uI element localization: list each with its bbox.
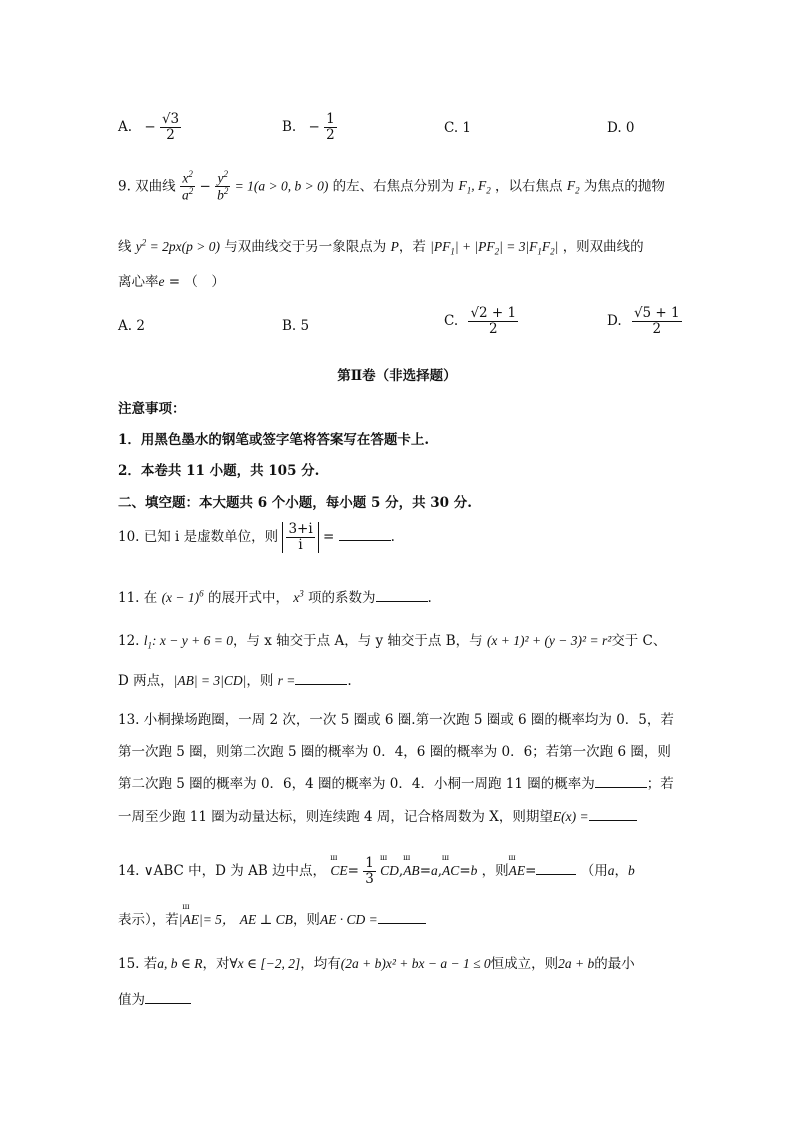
q9-option-d: D. $\frac{√5 + 1}{2}$ (607, 305, 680, 337)
q14-line-2: 表示），若|ш AE|= 5， AE ⊥ CB，则AE · CD = (118, 908, 426, 928)
q9-line-3: 离心率e = （ ） (118, 274, 225, 290)
q13-answer-blank-1[interactable] (595, 775, 647, 788)
q13-line-1: 13. 小桐操场跑圈，一周 2 次，一次 5 圈或 6 圈.第一次跑 5 圈或 6 圈的概率均为 0．5，若 (118, 712, 674, 728)
q9-line-2: 线 $y^2 = 2px(p > 0)$ 与双曲线交于另一象限点为 P，若 $|PF_1| + |PF_2| = 3|F_1F_2|$ ，则双曲线的 (118, 237, 644, 257)
q8-option-a: A. − $\frac{√3}{2}$ (118, 111, 180, 143)
q13-line-4: 一周至少跑 11 圈为动量达标，则连续跑 4 周，记合格周数为 X，则期望E(x) = (118, 805, 637, 825)
q13-line-2: 第一次跑 5 圈，则第二次跑 5 圈的概率为 0．4，6 圈的概率为 0．6；若第一次跑 6 圈，则 (118, 744, 671, 760)
q8-b-fraction: $\frac{1}{2}$ (326, 111, 335, 143)
q9-option-b: B. 5 (282, 318, 310, 334)
q14-answer-blank-1[interactable] (536, 862, 576, 875)
q10: 10. 已知 i 是虚数单位，则 $\frac{3+i}{i}$ = . (118, 521, 395, 553)
q9-option-a: A. 2 (118, 318, 145, 334)
section-title: 第Ⅱ卷（非选择题） (337, 368, 457, 384)
q11: 11. 在 $(x - 1)^6$ 的展开式中， $x^3$ 项的系数为 . (118, 588, 432, 606)
q9-line-1: 9. 双曲线 $\frac{x^2}{a^2}$ − $\frac{y^2}{b^2}$ = 1(a > 0, b > 0) 的左、右焦点分别为 $F_1$, $F_2$ ，以右焦点 $F_2$ 为焦点的抛物 (118, 169, 665, 203)
q14-answer-blank-2[interactable] (378, 911, 426, 924)
q10-answer-blank[interactable] (339, 528, 391, 541)
q8-option-c: C. 1 (444, 120, 472, 136)
q12-line-1: 12. $l_1$: x − y + 6 = 0，与 x 轴交于点 A，与 y 轴交于点 B，与 (x + 1)² + (y − 3)² = r²交于 C、 (118, 633, 667, 651)
q15-answer-blank[interactable] (145, 991, 191, 1004)
q8-option-d: D. 0 (607, 120, 635, 136)
q11-answer-blank[interactable] (376, 589, 428, 602)
notice-2: 2．本卷共 11 小题，共 105 分. (118, 463, 320, 479)
q15-line-1: 15. 若a, b ∈ R，对∀x ∈ [−2, 2]，均有(2a + b)x² + bx − a − 1 ≤ 0恒成立，则2a + b的最小 (118, 956, 635, 972)
q13-answer-blank-2[interactable] (589, 808, 637, 821)
notice-title: 注意事项： (118, 401, 186, 417)
q8-option-b: B. − $\frac{1}{2}$ (282, 111, 335, 143)
q14-line-1: 14. ∨ABC 中，D 为 AB 边中点， ш CE= $\frac{1}{3}$ ш CD,ш AB=a,ш AC=b ，则ш AE= （用a，b (118, 856, 635, 887)
q12-answer-blank[interactable] (295, 672, 347, 685)
q15-line-2: 值为 (118, 988, 191, 1008)
q13-line-3: 第二次跑 5 圈的概率为 0．6，4 圈的概率为 0．4．小桐一周跑 11 圈的概率为 ；若 (118, 776, 674, 792)
part2-title: 二、填空题：本大题共 6 个小题，每小题 5 分，共 30 分. (118, 495, 472, 511)
notice-1: 1．用黑色墨水的钢笔或签字笔将答案写在答题卡上. (118, 432, 430, 448)
q12-line-2: D 两点，|AB| = 3|CD|，则 r = . (118, 673, 352, 689)
q8-a-fraction: $\frac{√3}{2}$ (161, 111, 180, 143)
q9-option-c: C. $\frac{√2 + 1}{2}$ (444, 305, 517, 337)
